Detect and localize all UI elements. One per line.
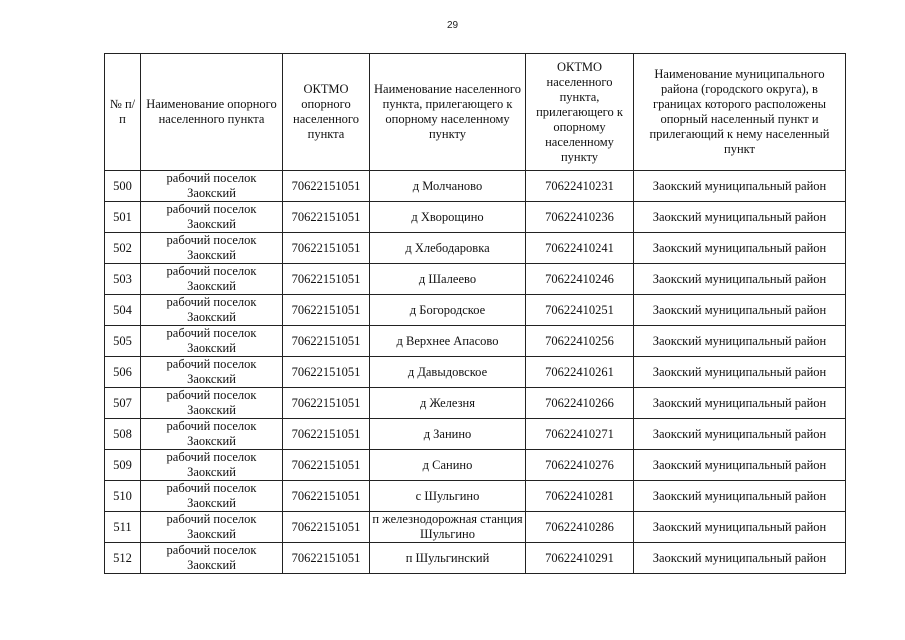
table-row <box>105 202 846 233</box>
cell-district: Заокский муниципальный район <box>634 543 846 574</box>
cell-base-oktmo: 70622151051 <box>283 202 370 233</box>
table-row <box>105 450 846 481</box>
table-row <box>105 295 846 326</box>
cell-number: 509 <box>105 450 141 481</box>
cell-number: 500 <box>105 171 141 202</box>
cell-number: 503 <box>105 264 141 295</box>
header-base-oktmo: ОКТМО опорного населенного пункта <box>283 54 370 171</box>
cell-adjacent-settlement: д Молчаново <box>370 171 526 202</box>
table-header-row <box>105 54 846 171</box>
cell-district: Заокский муниципальный район <box>634 171 846 202</box>
cell-adjacent-oktmo: 70622410236 <box>526 202 634 233</box>
cell-adjacent-settlement: д Богородское <box>370 295 526 326</box>
table-row <box>105 388 846 419</box>
cell-number: 512 <box>105 543 141 574</box>
table-row <box>105 264 846 295</box>
table-body <box>105 171 846 574</box>
cell-adjacent-settlement: д Хлебодаровка <box>370 233 526 264</box>
cell-base-oktmo: 70622151051 <box>283 295 370 326</box>
cell-adjacent-oktmo: 70622410261 <box>526 357 634 388</box>
header-adjacent-oktmo: ОКТМО населенного пункта, прилегающего к опорному населенному пункту <box>526 54 634 171</box>
cell-base-oktmo: 70622151051 <box>283 419 370 450</box>
cell-number: 506 <box>105 357 141 388</box>
cell-adjacent-oktmo: 70622410291 <box>526 543 634 574</box>
cell-number: 510 <box>105 481 141 512</box>
cell-base-settlement: рабочий поселок Заокский <box>141 295 283 326</box>
cell-base-oktmo: 70622151051 <box>283 450 370 481</box>
table-row <box>105 233 846 264</box>
cell-adjacent-oktmo: 70622410241 <box>526 233 634 264</box>
cell-adjacent-settlement: д Санино <box>370 450 526 481</box>
cell-adjacent-oktmo: 70622410276 <box>526 450 634 481</box>
cell-district: Заокский муниципальный район <box>634 450 846 481</box>
table-row <box>105 481 846 512</box>
cell-base-oktmo: 70622151051 <box>283 512 370 543</box>
cell-adjacent-oktmo: 70622410271 <box>526 419 634 450</box>
cell-district: Заокский муниципальный район <box>634 481 846 512</box>
cell-base-settlement: рабочий поселок Заокский <box>141 171 283 202</box>
header-number: № п/п <box>105 54 141 171</box>
header-adjacent-settlement: Наименование населенного пункта, прилегающего к опорному населенному пункту <box>370 54 526 171</box>
cell-adjacent-oktmo: 70622410286 <box>526 512 634 543</box>
cell-base-settlement: рабочий поселок Заокский <box>141 357 283 388</box>
cell-number: 507 <box>105 388 141 419</box>
settlements-table <box>104 53 846 574</box>
cell-base-oktmo: 70622151051 <box>283 357 370 388</box>
cell-number: 508 <box>105 419 141 450</box>
cell-adjacent-settlement: д Хворощино <box>370 202 526 233</box>
cell-number: 511 <box>105 512 141 543</box>
cell-number: 504 <box>105 295 141 326</box>
cell-base-settlement: рабочий поселок Заокский <box>141 326 283 357</box>
cell-base-oktmo: 70622151051 <box>283 233 370 264</box>
cell-base-settlement: рабочий поселок Заокский <box>141 264 283 295</box>
cell-district: Заокский муниципальный район <box>634 419 846 450</box>
table-row <box>105 419 846 450</box>
page-number: 29 <box>446 20 459 31</box>
cell-number: 502 <box>105 233 141 264</box>
cell-adjacent-settlement: с Шульгино <box>370 481 526 512</box>
cell-district: Заокский муниципальный район <box>634 388 846 419</box>
cell-base-oktmo: 70622151051 <box>283 171 370 202</box>
cell-adjacent-settlement: п Шульгинский <box>370 543 526 574</box>
cell-base-oktmo: 70622151051 <box>283 388 370 419</box>
cell-base-settlement: рабочий поселок Заокский <box>141 512 283 543</box>
table-row <box>105 326 846 357</box>
cell-district: Заокский муниципальный район <box>634 357 846 388</box>
table-row <box>105 512 846 543</box>
cell-district: Заокский муниципальный район <box>634 512 846 543</box>
cell-base-settlement: рабочий поселок Заокский <box>141 202 283 233</box>
cell-base-settlement: рабочий поселок Заокский <box>141 233 283 264</box>
cell-number: 505 <box>105 326 141 357</box>
cell-district: Заокский муниципальный район <box>634 295 846 326</box>
cell-district: Заокский муниципальный район <box>634 233 846 264</box>
cell-base-oktmo: 70622151051 <box>283 543 370 574</box>
cell-adjacent-settlement: п железнодорожная станция Шульгино <box>370 512 526 543</box>
table-row <box>105 171 846 202</box>
cell-adjacent-oktmo: 70622410281 <box>526 481 634 512</box>
cell-base-settlement: рабочий поселок Заокский <box>141 450 283 481</box>
cell-adjacent-settlement: д Занино <box>370 419 526 450</box>
cell-district: Заокский муниципальный район <box>634 326 846 357</box>
cell-adjacent-settlement: д Шалеево <box>370 264 526 295</box>
cell-base-oktmo: 70622151051 <box>283 264 370 295</box>
cell-adjacent-oktmo: 70622410246 <box>526 264 634 295</box>
header-district: Наименование муниципального района (городского округа), в границах которого расположены опорный населенный пункт и прилегающий к нему населенный пункт <box>634 54 846 171</box>
cell-adjacent-oktmo: 70622410251 <box>526 295 634 326</box>
table-row <box>105 543 846 574</box>
cell-base-settlement: рабочий поселок Заокский <box>141 481 283 512</box>
cell-adjacent-settlement: д Железня <box>370 388 526 419</box>
cell-adjacent-settlement: д Верхнее Апасово <box>370 326 526 357</box>
cell-district: Заокский муниципальный район <box>634 264 846 295</box>
header-base-settlement: Наименование опорного населенного пункта <box>141 54 283 171</box>
cell-adjacent-oktmo: 70622410266 <box>526 388 634 419</box>
cell-base-settlement: рабочий поселок Заокский <box>141 388 283 419</box>
cell-base-oktmo: 70622151051 <box>283 326 370 357</box>
cell-adjacent-oktmo: 70622410256 <box>526 326 634 357</box>
cell-adjacent-settlement: д Давыдовское <box>370 357 526 388</box>
cell-adjacent-oktmo: 70622410231 <box>526 171 634 202</box>
table-row <box>105 357 846 388</box>
cell-base-oktmo: 70622151051 <box>283 481 370 512</box>
cell-base-settlement: рабочий поселок Заокский <box>141 419 283 450</box>
cell-number: 501 <box>105 202 141 233</box>
cell-district: Заокский муниципальный район <box>634 202 846 233</box>
cell-base-settlement: рабочий поселок Заокский <box>141 543 283 574</box>
